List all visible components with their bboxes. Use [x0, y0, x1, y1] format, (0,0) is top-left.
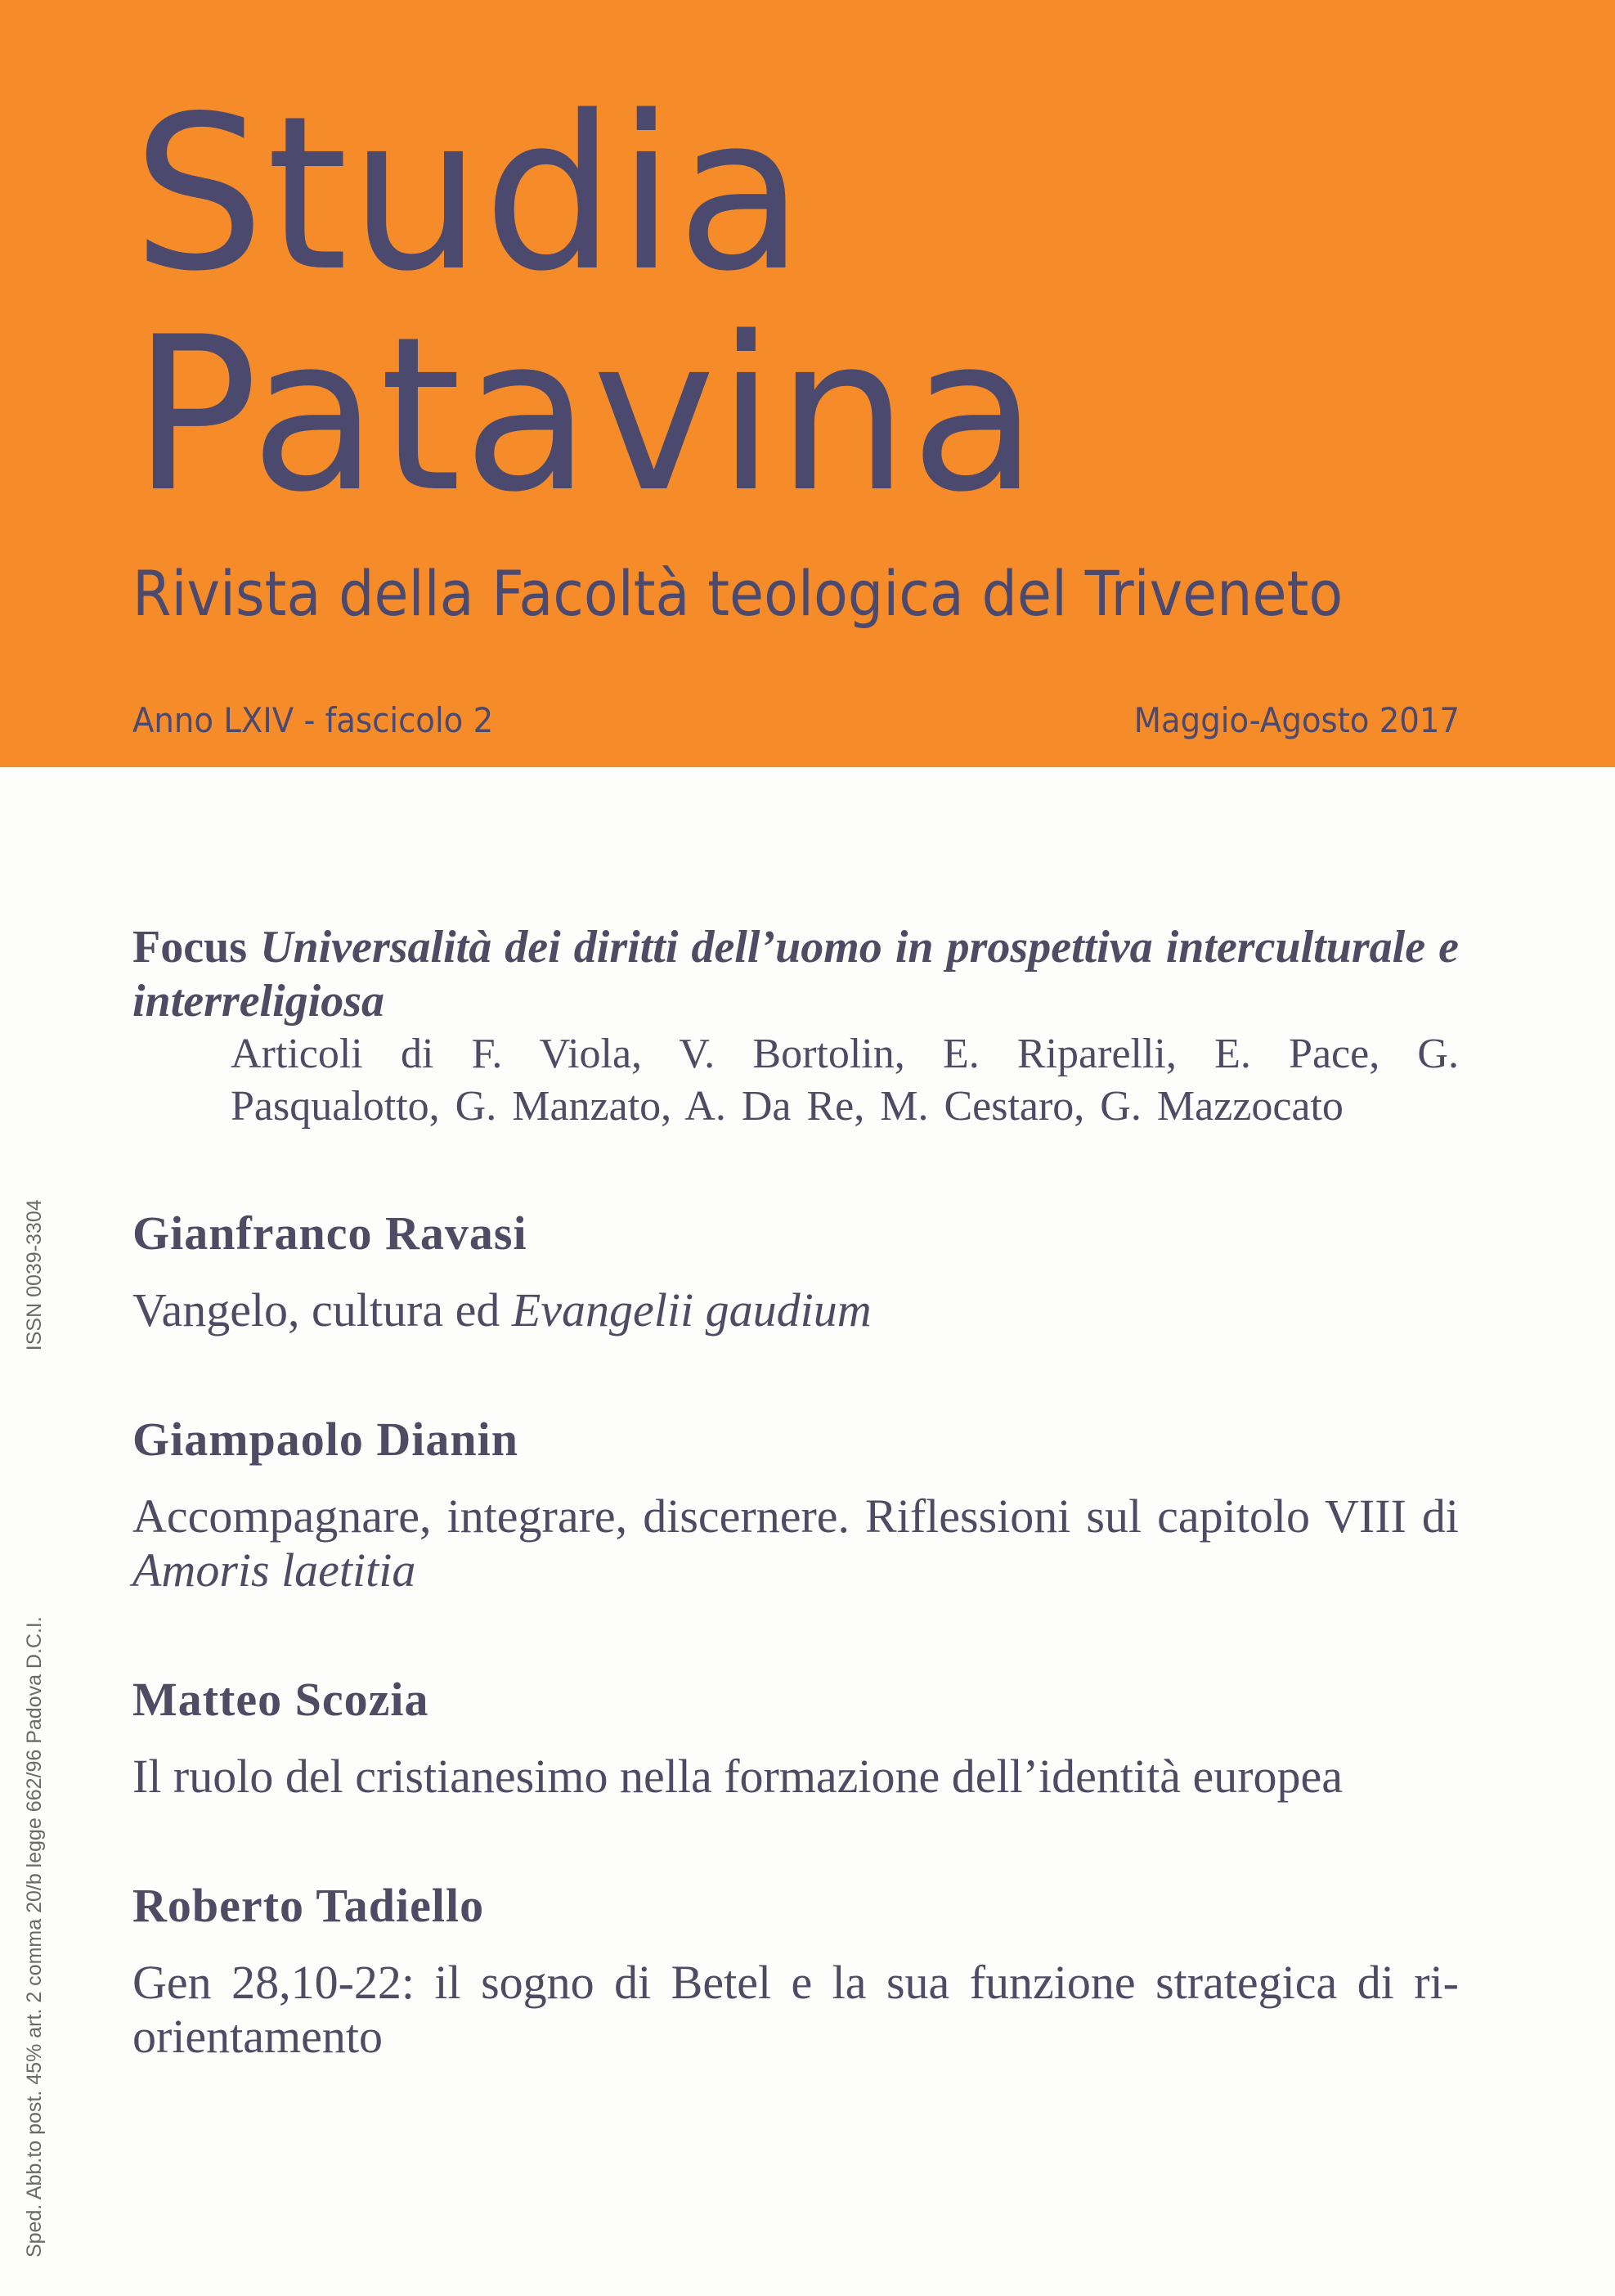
entry-title-text: Accompagnare, integrare, discernere. Riflessioni sul capitolo VIII di	[132, 1489, 1459, 1543]
entry-title	[132, 1956, 1459, 2064]
entry-title-text: Vangelo, cultura ed	[132, 1283, 512, 1337]
entry-title	[132, 1750, 1459, 1804]
focus-articles: Articoli di F. Viola, V. Bortolin, E. Riparelli, E. Pace, G. Pasqualotto, G. Manzato, A. Da Re, M. Cestaro, G. Mazzocato	[231, 1031, 1459, 1130]
focus-topic: Universalità dei diritti dell’uomo in prospettiva interculturale e interreligiosa	[132, 922, 1460, 1027]
toc-entry	[132, 1206, 1459, 1337]
entry-title-text: Gen 28,10-22: il sogno di Betel e la sua funzione strategica di ri-orientamento	[132, 1956, 1459, 2063]
issue-info	[132, 700, 1460, 740]
entry-title-italic: Amoris laetitia	[132, 1543, 416, 1597]
spine-text	[23, 1199, 47, 2258]
entry-title-text: Il ruolo del cristianesimo nella formazione dell’identità europea	[132, 1750, 1344, 1803]
journal-title-line1: Studia	[132, 71, 806, 318]
issue-number: Anno LXIV - fascicolo 2	[132, 700, 494, 740]
entry-title	[132, 1283, 1459, 1337]
issn-label: ISSN 0039-3304	[23, 1199, 46, 1351]
toc-entry	[132, 1673, 1459, 1804]
entry-author: Gianfranco Ravasi	[132, 1206, 527, 1260]
postal-notice: Sped. Abb.to post. 45% art. 2 comma 20/b legge 662/96 Padova D.C.I.	[23, 1616, 46, 2258]
entry-title	[132, 1489, 1459, 1597]
table-of-contents	[132, 920, 1459, 2064]
toc-entry	[132, 1879, 1459, 2064]
focus-label: Focus	[132, 922, 247, 973]
focus-heading	[132, 920, 1459, 1028]
entry-author: Giampaolo Dianin	[132, 1413, 519, 1466]
entry-author: Roberto Tadiello	[132, 1879, 485, 1932]
entry-author: Matteo Scozia	[132, 1673, 429, 1726]
journal-subtitle: Rivista della Facoltà teologica del Triveneto	[132, 557, 1344, 630]
journal-title-line2: Patavina	[132, 292, 1040, 539]
toc-entry	[132, 1413, 1459, 1597]
cover-header-band	[0, 0, 1615, 767]
issue-period: Maggio-Agosto 2017	[1133, 700, 1460, 740]
entry-title-italic: Evangelii gaudium	[511, 1283, 872, 1337]
